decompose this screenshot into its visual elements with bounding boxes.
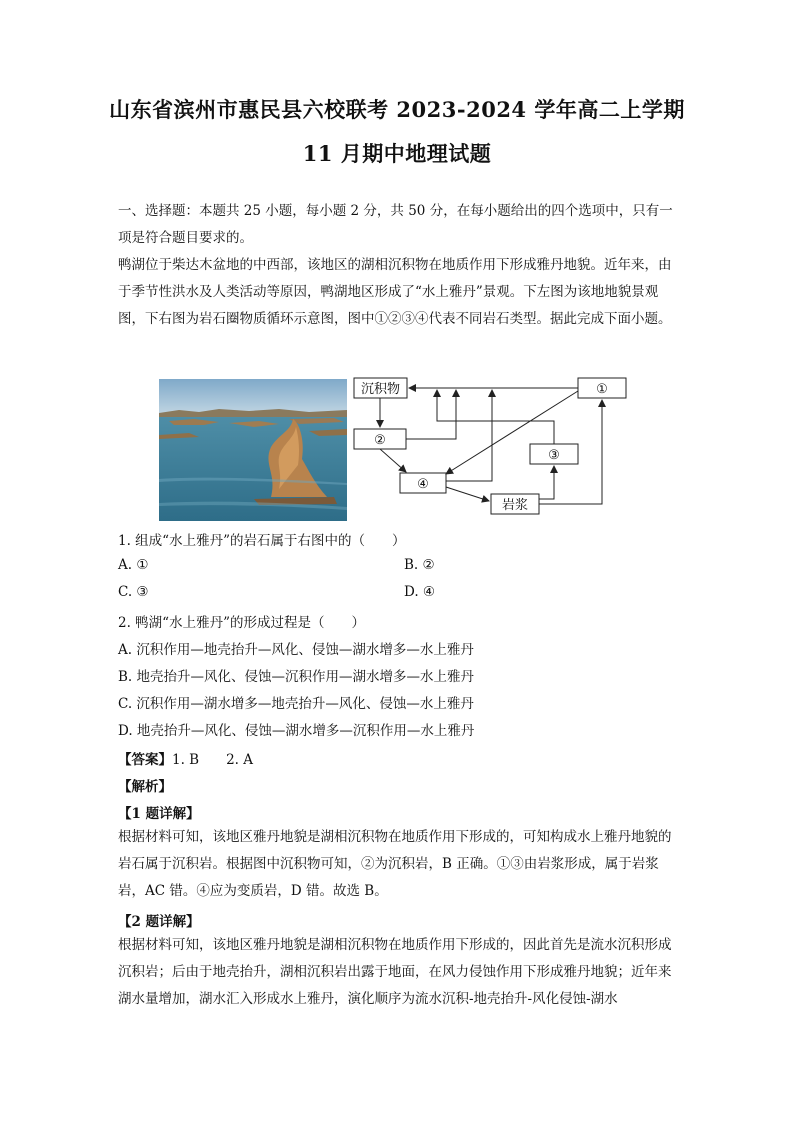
rock-2-label: ② xyxy=(374,433,386,448)
detail-2-label: 【2 题详解】 xyxy=(118,914,200,930)
landscape-image xyxy=(159,379,347,521)
answer-value: 1. B 2. A xyxy=(172,752,254,768)
question-1-stem: 1. 组成“水上雅丹”的岩石属于右图中的（ ） xyxy=(118,533,406,549)
question-2-option-b: B. 地壳抬升—风化、侵蚀—沉积作用—湖水增多—水上雅丹 xyxy=(118,669,475,685)
arrow-2-to-sediment xyxy=(406,390,456,439)
page-title-line2: 11 月期中地理试题 xyxy=(302,141,492,166)
material-paragraph: 鸭湖位于柴达木盆地的中西部，该地区的湖相沉积物在地质作用下形成雅丹地貌。近年来，由于季节性洪水及人类活动等原因，鸭湖地区形成了“水上雅丹”景观。下左图为该地地貌景观图，下右图为岩石圈物质循环示意图，图中①②③④代表不同岩石类型。据此完成下面小题。 xyxy=(118,257,672,327)
question-2-option-d: D. 地壳抬升—风化、侵蚀—湖水增多—沉积作用—水上雅丹 xyxy=(118,723,475,739)
page-title-line1: 山东省滨州市惠民县六校联考 2023-2024 学年高二上学期 xyxy=(109,97,685,122)
detail-2-text: 根据材料可知，该地区雅丹地貌是湖相沉积物在地质作用下形成的，因此首先是流水沉积形成沉积岩；后由于地壳抬升，湖相沉积岩出露于地面，在风力侵蚀作用下形成雅丹地貌；近年来湖水量增加，湖水汇入形成水上雅丹，演化顺序为流水沉积-地壳抬升-风化侵蚀-湖水 xyxy=(118,937,672,1007)
question-2-option-a: A. 沉积作用—地壳抬升—风化、侵蚀—湖水增多—水上雅丹 xyxy=(118,642,474,658)
sediment-label: 沉积物 xyxy=(360,382,401,397)
detail-1-text: 根据材料可知，该地区雅丹地貌是湖相沉积物在地质作用下形成的，可知构成水上雅丹地貌的岩石属于沉积岩。根据图中沉积物可知，②为沉积岩，B 正确。①③由岩浆形成，属于岩浆岩，AC 错。④应为变质岩，D 错。故选 B。 xyxy=(118,829,672,899)
magma-label: 岩浆 xyxy=(501,498,529,513)
arrow-4-to-sediment xyxy=(446,390,492,481)
question-2-stem: 2. 鸭湖“水上雅丹”的形成过程是（ ） xyxy=(118,615,365,631)
analysis-label: 【解析】 xyxy=(118,779,172,795)
arrow-2-to-4 xyxy=(380,449,406,472)
answer-line xyxy=(118,748,253,768)
rock-4-label: ④ xyxy=(417,477,429,492)
rock-cycle-diagram xyxy=(350,375,640,523)
arrow-4-to-magma xyxy=(446,487,489,501)
question-1-option-a: A. ① xyxy=(118,557,149,573)
yadan-landscape-photo xyxy=(159,379,347,521)
question-1-option-d: D. ④ xyxy=(404,584,436,600)
detail-1-label: 【1 题详解】 xyxy=(118,806,200,822)
arrow-magma-to-3 xyxy=(539,466,554,499)
rock-1-label: ① xyxy=(596,382,608,397)
rock-3-label: ③ xyxy=(548,448,560,463)
answer-label: 【答案】 xyxy=(118,752,172,768)
section-instructions: 一、选择题：本题共 25 小题，每小题 2 分，共 50 分，在每小题给出的四个选项中，只有一项是符合题目要求的。 xyxy=(118,203,673,246)
question-2-option-c: C. 沉积作用—湖水增多—地壳抬升—风化、侵蚀—水上雅丹 xyxy=(118,696,474,712)
question-1-option-c: C. ③ xyxy=(118,584,149,600)
question-1-option-b: B. ② xyxy=(404,557,435,573)
